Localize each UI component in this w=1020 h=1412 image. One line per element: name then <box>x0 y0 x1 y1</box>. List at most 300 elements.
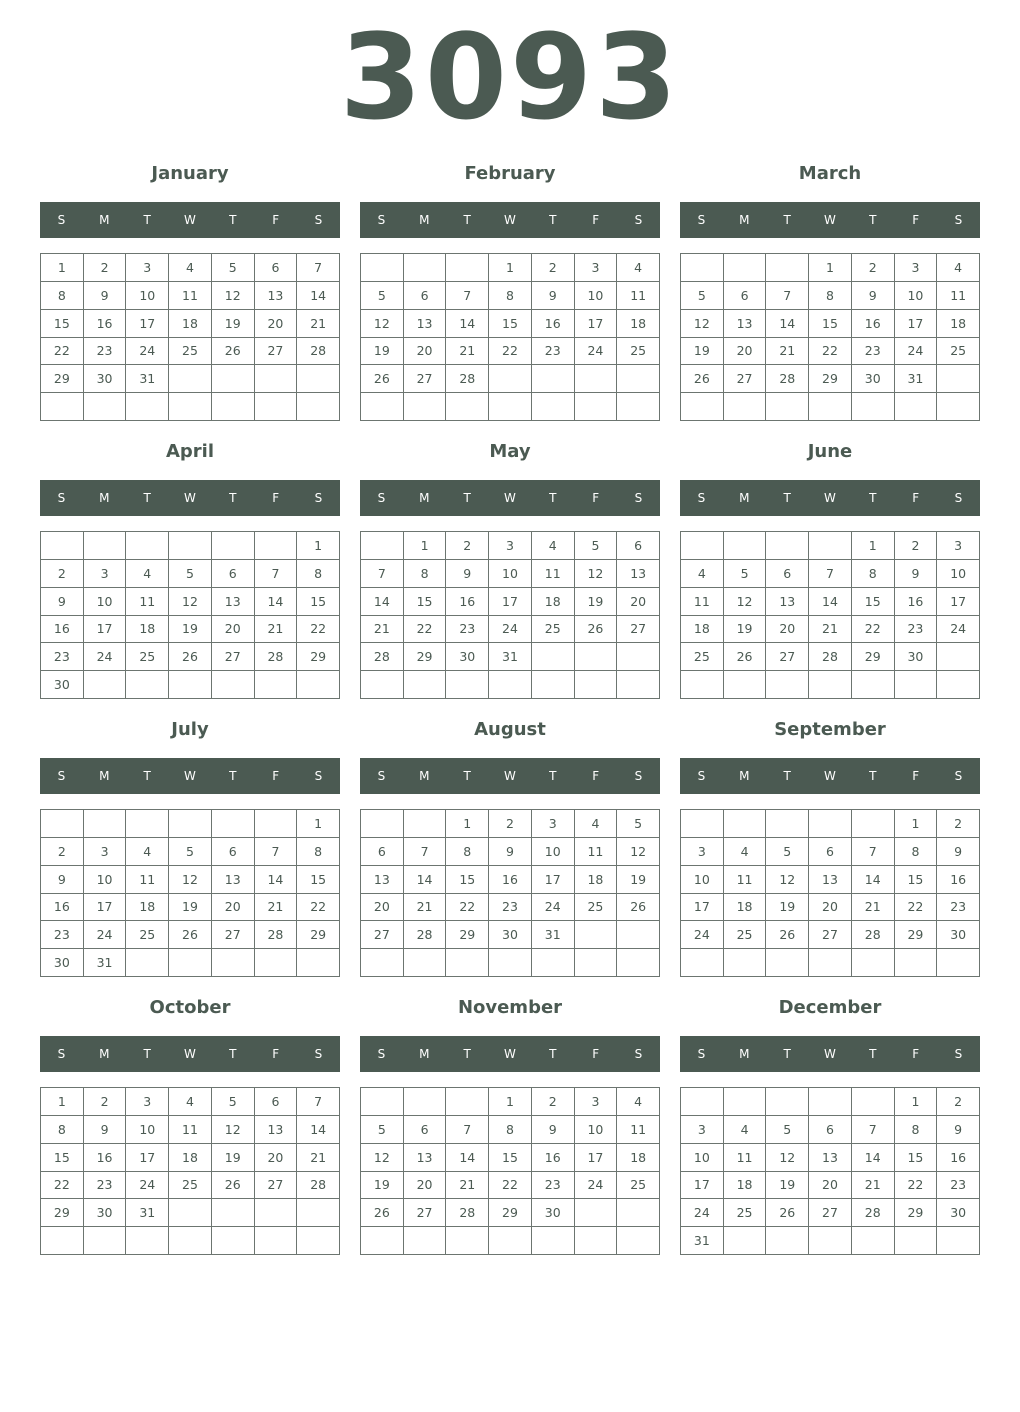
month-title: April <box>165 441 215 462</box>
day-cell <box>766 254 809 282</box>
weekday-label: T <box>783 213 791 227</box>
day-cell <box>895 393 938 421</box>
day-cell <box>169 393 212 421</box>
day-cell: 30 <box>84 365 127 393</box>
day-cell: 9 <box>84 1116 127 1144</box>
weekday-label: F <box>912 769 920 783</box>
day-cell: 30 <box>84 1199 127 1227</box>
day-cell: 1 <box>895 810 938 838</box>
day-cell: 21 <box>255 894 298 922</box>
day-cell: 12 <box>724 588 767 616</box>
day-cell <box>404 254 447 282</box>
day-cell: 3 <box>937 532 980 560</box>
day-cell: 6 <box>212 838 255 866</box>
day-cell: 5 <box>361 282 404 310</box>
day-cell: 15 <box>852 588 895 616</box>
day-cell: 19 <box>766 1172 809 1200</box>
weekday-label: T <box>229 213 237 227</box>
day-cell: 3 <box>575 254 618 282</box>
weekday-label: S <box>954 213 963 227</box>
day-cell: 23 <box>41 643 84 671</box>
day-cell: 29 <box>404 643 447 671</box>
day-cell: 9 <box>41 588 84 616</box>
day-cell: 21 <box>446 1172 489 1200</box>
year-title: 3093 <box>339 8 681 146</box>
day-cell: 18 <box>532 588 575 616</box>
day-cell: 26 <box>575 616 618 644</box>
day-cell <box>212 532 255 560</box>
day-cell <box>766 949 809 977</box>
weekday-label: T <box>143 1047 151 1061</box>
day-cell: 24 <box>126 338 169 366</box>
day-cell: 30 <box>41 949 84 977</box>
day-cell <box>617 393 660 421</box>
day-cell: 24 <box>895 338 938 366</box>
day-cell: 17 <box>895 310 938 338</box>
weekday-label: W <box>184 491 196 505</box>
weekday-label: T <box>463 491 471 505</box>
weekday-label: T <box>463 1047 471 1061</box>
day-cell: 28 <box>852 921 895 949</box>
day-cell: 9 <box>532 282 575 310</box>
day-cell: 17 <box>532 866 575 894</box>
day-cell: 11 <box>937 282 980 310</box>
day-cell: 8 <box>404 560 447 588</box>
day-cell <box>84 671 127 699</box>
day-cell: 25 <box>681 643 724 671</box>
day-cell <box>126 532 169 560</box>
day-cell: 12 <box>361 1144 404 1172</box>
day-cell: 21 <box>255 616 298 644</box>
day-cell: 14 <box>297 1116 340 1144</box>
weekday-label: S <box>697 213 706 227</box>
day-cell: 27 <box>212 643 255 671</box>
day-cell: 29 <box>446 921 489 949</box>
day-cell: 12 <box>575 560 618 588</box>
day-cell: 9 <box>41 866 84 894</box>
day-cell <box>681 810 724 838</box>
day-cell: 5 <box>575 532 618 560</box>
weekday-label: M <box>739 1047 750 1061</box>
day-cell <box>404 949 447 977</box>
day-cell: 8 <box>489 282 532 310</box>
day-cell: 27 <box>404 1199 447 1227</box>
day-cell <box>169 1227 212 1255</box>
day-cell: 22 <box>297 894 340 922</box>
day-cell <box>724 1227 767 1255</box>
day-cell: 24 <box>937 616 980 644</box>
day-cell: 3 <box>681 1116 724 1144</box>
day-cell: 17 <box>126 1144 169 1172</box>
day-cell: 4 <box>169 1088 212 1116</box>
day-cell: 12 <box>212 282 255 310</box>
weekday-label: T <box>229 769 237 783</box>
day-cell <box>937 671 980 699</box>
day-cell: 2 <box>489 810 532 838</box>
day-cell: 16 <box>84 1144 127 1172</box>
day-cell <box>297 393 340 421</box>
day-cell: 20 <box>617 588 660 616</box>
day-cell: 19 <box>617 866 660 894</box>
day-cell: 16 <box>895 588 938 616</box>
weekday-label: T <box>229 1047 237 1061</box>
weekday-label: T <box>869 1047 877 1061</box>
day-cell: 28 <box>446 365 489 393</box>
day-cell: 1 <box>41 1088 84 1116</box>
day-cell: 6 <box>809 1116 852 1144</box>
day-cell: 14 <box>297 282 340 310</box>
day-cell: 29 <box>489 1199 532 1227</box>
day-cell: 8 <box>297 560 340 588</box>
day-cell <box>255 393 298 421</box>
day-cell: 30 <box>895 643 938 671</box>
day-cell <box>617 643 660 671</box>
day-cell: 25 <box>169 1172 212 1200</box>
day-cell: 31 <box>126 365 169 393</box>
day-cell: 4 <box>617 1088 660 1116</box>
day-cell: 18 <box>169 1144 212 1172</box>
day-cell: 17 <box>681 1172 724 1200</box>
day-cell: 11 <box>681 588 724 616</box>
day-cell: 18 <box>724 894 767 922</box>
day-cell <box>681 949 724 977</box>
day-cell <box>766 393 809 421</box>
day-cell <box>126 949 169 977</box>
weekday-label: F <box>272 491 280 505</box>
day-cell: 9 <box>489 838 532 866</box>
day-cell: 16 <box>41 616 84 644</box>
day-cell <box>724 810 767 838</box>
day-cell: 26 <box>169 921 212 949</box>
day-cell: 18 <box>617 310 660 338</box>
day-cell: 13 <box>404 310 447 338</box>
day-cell <box>852 810 895 838</box>
day-cell: 26 <box>361 1199 404 1227</box>
day-grid <box>680 253 980 421</box>
day-cell: 19 <box>212 310 255 338</box>
day-cell <box>895 949 938 977</box>
day-cell: 30 <box>446 643 489 671</box>
day-cell <box>937 393 980 421</box>
day-cell <box>895 671 938 699</box>
day-cell: 22 <box>895 1172 938 1200</box>
day-cell <box>532 393 575 421</box>
day-cell <box>852 393 895 421</box>
day-cell <box>575 949 618 977</box>
weekday-header <box>40 1036 340 1072</box>
day-cell <box>575 1199 618 1227</box>
day-cell <box>404 1227 447 1255</box>
day-cell: 10 <box>895 282 938 310</box>
day-cell <box>41 532 84 560</box>
day-cell: 15 <box>297 588 340 616</box>
weekday-label: T <box>549 491 557 505</box>
weekday-label: S <box>634 769 643 783</box>
day-cell: 1 <box>809 254 852 282</box>
weekday-label: T <box>143 491 151 505</box>
day-cell <box>681 671 724 699</box>
day-cell <box>212 365 255 393</box>
day-cell: 7 <box>297 1088 340 1116</box>
day-cell: 23 <box>937 1172 980 1200</box>
weekday-label: T <box>549 769 557 783</box>
day-cell: 23 <box>446 616 489 644</box>
day-cell: 11 <box>169 1116 212 1144</box>
day-cell: 8 <box>895 838 938 866</box>
day-cell: 26 <box>212 338 255 366</box>
day-cell: 30 <box>41 671 84 699</box>
day-cell: 17 <box>575 1144 618 1172</box>
weekday-label: T <box>229 491 237 505</box>
weekday-label: S <box>314 491 323 505</box>
day-cell: 21 <box>809 616 852 644</box>
day-cell: 3 <box>126 1088 169 1116</box>
weekday-label: M <box>419 769 430 783</box>
weekday-label: W <box>184 213 196 227</box>
day-cell: 31 <box>895 365 938 393</box>
day-cell: 25 <box>724 1199 767 1227</box>
day-cell <box>617 671 660 699</box>
day-cell: 21 <box>404 894 447 922</box>
day-cell: 3 <box>532 810 575 838</box>
day-cell: 25 <box>575 894 618 922</box>
weekday-label: S <box>57 491 66 505</box>
day-cell: 29 <box>852 643 895 671</box>
day-cell <box>617 921 660 949</box>
day-cell: 31 <box>126 1199 169 1227</box>
day-cell: 29 <box>809 365 852 393</box>
day-cell: 3 <box>126 254 169 282</box>
day-cell: 13 <box>724 310 767 338</box>
day-cell: 12 <box>617 838 660 866</box>
day-cell: 11 <box>126 866 169 894</box>
day-cell <box>809 810 852 838</box>
weekday-header <box>40 480 340 516</box>
weekday-label: S <box>314 213 323 227</box>
day-cell <box>446 1088 489 1116</box>
day-cell: 8 <box>41 1116 84 1144</box>
weekday-label: S <box>377 213 386 227</box>
month-title: October <box>149 997 231 1018</box>
day-cell: 27 <box>212 921 255 949</box>
day-cell: 4 <box>681 560 724 588</box>
day-cell: 5 <box>617 810 660 838</box>
day-cell: 15 <box>895 1144 938 1172</box>
weekday-label: S <box>954 491 963 505</box>
day-cell: 15 <box>446 866 489 894</box>
weekday-label: F <box>592 213 600 227</box>
day-grid <box>360 253 660 421</box>
day-cell: 18 <box>724 1172 767 1200</box>
day-cell: 11 <box>126 588 169 616</box>
day-cell <box>169 671 212 699</box>
day-cell: 21 <box>297 1144 340 1172</box>
day-cell <box>617 365 660 393</box>
month-title: June <box>807 441 853 462</box>
weekday-label: F <box>272 213 280 227</box>
weekday-label: M <box>739 213 750 227</box>
weekday-label: T <box>549 1047 557 1061</box>
day-cell: 18 <box>575 866 618 894</box>
day-cell: 4 <box>575 810 618 838</box>
day-cell: 15 <box>404 588 447 616</box>
day-cell <box>532 671 575 699</box>
weekday-label: M <box>739 769 750 783</box>
day-cell <box>937 1227 980 1255</box>
day-cell: 15 <box>809 310 852 338</box>
day-cell: 2 <box>937 810 980 838</box>
weekday-header <box>680 202 980 238</box>
weekday-label: T <box>783 1047 791 1061</box>
day-cell: 27 <box>809 921 852 949</box>
weekday-label: W <box>504 491 516 505</box>
day-cell: 2 <box>41 560 84 588</box>
day-cell <box>724 254 767 282</box>
day-cell: 25 <box>617 338 660 366</box>
day-cell: 30 <box>937 1199 980 1227</box>
day-cell: 24 <box>126 1172 169 1200</box>
day-cell: 28 <box>255 921 298 949</box>
day-cell: 4 <box>126 560 169 588</box>
day-cell: 20 <box>212 894 255 922</box>
weekday-label: T <box>143 769 151 783</box>
day-cell: 15 <box>489 310 532 338</box>
day-cell: 16 <box>532 310 575 338</box>
weekday-label: T <box>783 491 791 505</box>
day-cell: 28 <box>404 921 447 949</box>
day-cell: 30 <box>852 365 895 393</box>
day-cell: 29 <box>297 921 340 949</box>
day-cell: 29 <box>41 365 84 393</box>
day-cell <box>575 921 618 949</box>
month-title: August <box>474 719 546 740</box>
day-cell <box>361 254 404 282</box>
day-cell: 8 <box>446 838 489 866</box>
day-cell: 14 <box>852 1144 895 1172</box>
day-cell <box>575 393 618 421</box>
day-cell: 12 <box>681 310 724 338</box>
weekday-label: W <box>184 769 196 783</box>
day-cell: 10 <box>681 1144 724 1172</box>
day-cell: 16 <box>532 1144 575 1172</box>
day-cell: 19 <box>766 894 809 922</box>
weekday-label: M <box>99 491 110 505</box>
month-title: December <box>778 997 882 1018</box>
weekday-header <box>40 202 340 238</box>
weekday-label: F <box>592 1047 600 1061</box>
weekday-label: F <box>272 1047 280 1061</box>
day-grid <box>40 809 340 977</box>
day-cell: 31 <box>532 921 575 949</box>
day-cell: 9 <box>446 560 489 588</box>
day-cell: 24 <box>84 921 127 949</box>
day-cell <box>84 1227 127 1255</box>
day-cell: 18 <box>681 616 724 644</box>
day-cell: 6 <box>255 254 298 282</box>
day-cell: 5 <box>169 838 212 866</box>
day-cell: 2 <box>937 1088 980 1116</box>
day-cell: 1 <box>297 810 340 838</box>
day-cell: 1 <box>404 532 447 560</box>
weekday-label: W <box>824 491 836 505</box>
day-cell: 12 <box>212 1116 255 1144</box>
day-cell: 23 <box>532 338 575 366</box>
day-cell: 13 <box>212 588 255 616</box>
day-cell <box>575 365 618 393</box>
day-cell: 14 <box>361 588 404 616</box>
weekday-header <box>680 758 980 794</box>
day-cell <box>404 1088 447 1116</box>
day-cell: 22 <box>489 1172 532 1200</box>
day-cell: 6 <box>212 560 255 588</box>
month-title: November <box>457 997 563 1018</box>
day-cell: 1 <box>297 532 340 560</box>
day-cell <box>212 393 255 421</box>
day-cell: 23 <box>41 921 84 949</box>
day-cell: 1 <box>895 1088 938 1116</box>
day-cell: 14 <box>446 310 489 338</box>
weekday-label: M <box>419 491 430 505</box>
weekday-label: S <box>697 1047 706 1061</box>
day-cell <box>489 365 532 393</box>
weekday-label: S <box>57 1047 66 1061</box>
day-cell <box>681 1088 724 1116</box>
day-cell: 9 <box>937 838 980 866</box>
day-cell: 13 <box>809 1144 852 1172</box>
day-cell: 17 <box>126 310 169 338</box>
day-cell: 5 <box>361 1116 404 1144</box>
month-title: July <box>171 719 209 740</box>
day-cell: 12 <box>766 1144 809 1172</box>
day-cell: 13 <box>255 1116 298 1144</box>
day-cell <box>169 532 212 560</box>
weekday-header <box>360 1036 660 1072</box>
day-cell <box>446 1227 489 1255</box>
day-cell: 9 <box>84 282 127 310</box>
weekday-label: S <box>697 769 706 783</box>
day-grid <box>680 809 980 977</box>
day-cell: 21 <box>361 616 404 644</box>
day-cell: 26 <box>617 894 660 922</box>
weekday-label: F <box>912 1047 920 1061</box>
day-cell: 12 <box>361 310 404 338</box>
day-cell: 19 <box>361 338 404 366</box>
day-cell: 3 <box>489 532 532 560</box>
day-cell: 29 <box>297 643 340 671</box>
day-cell: 4 <box>169 254 212 282</box>
weekday-label: T <box>869 769 877 783</box>
weekday-label: M <box>419 1047 430 1061</box>
weekday-label: F <box>592 491 600 505</box>
day-cell: 26 <box>681 365 724 393</box>
day-grid <box>360 1087 660 1255</box>
day-cell <box>446 393 489 421</box>
day-cell: 10 <box>532 838 575 866</box>
day-cell <box>126 1227 169 1255</box>
day-cell <box>575 671 618 699</box>
day-cell: 22 <box>446 894 489 922</box>
day-cell: 31 <box>681 1227 724 1255</box>
day-cell: 22 <box>404 616 447 644</box>
day-cell: 2 <box>84 1088 127 1116</box>
day-cell: 23 <box>895 616 938 644</box>
day-cell: 23 <box>84 1172 127 1200</box>
day-cell <box>489 671 532 699</box>
day-cell <box>361 810 404 838</box>
day-cell: 10 <box>489 560 532 588</box>
day-cell: 13 <box>617 560 660 588</box>
day-cell: 5 <box>766 838 809 866</box>
